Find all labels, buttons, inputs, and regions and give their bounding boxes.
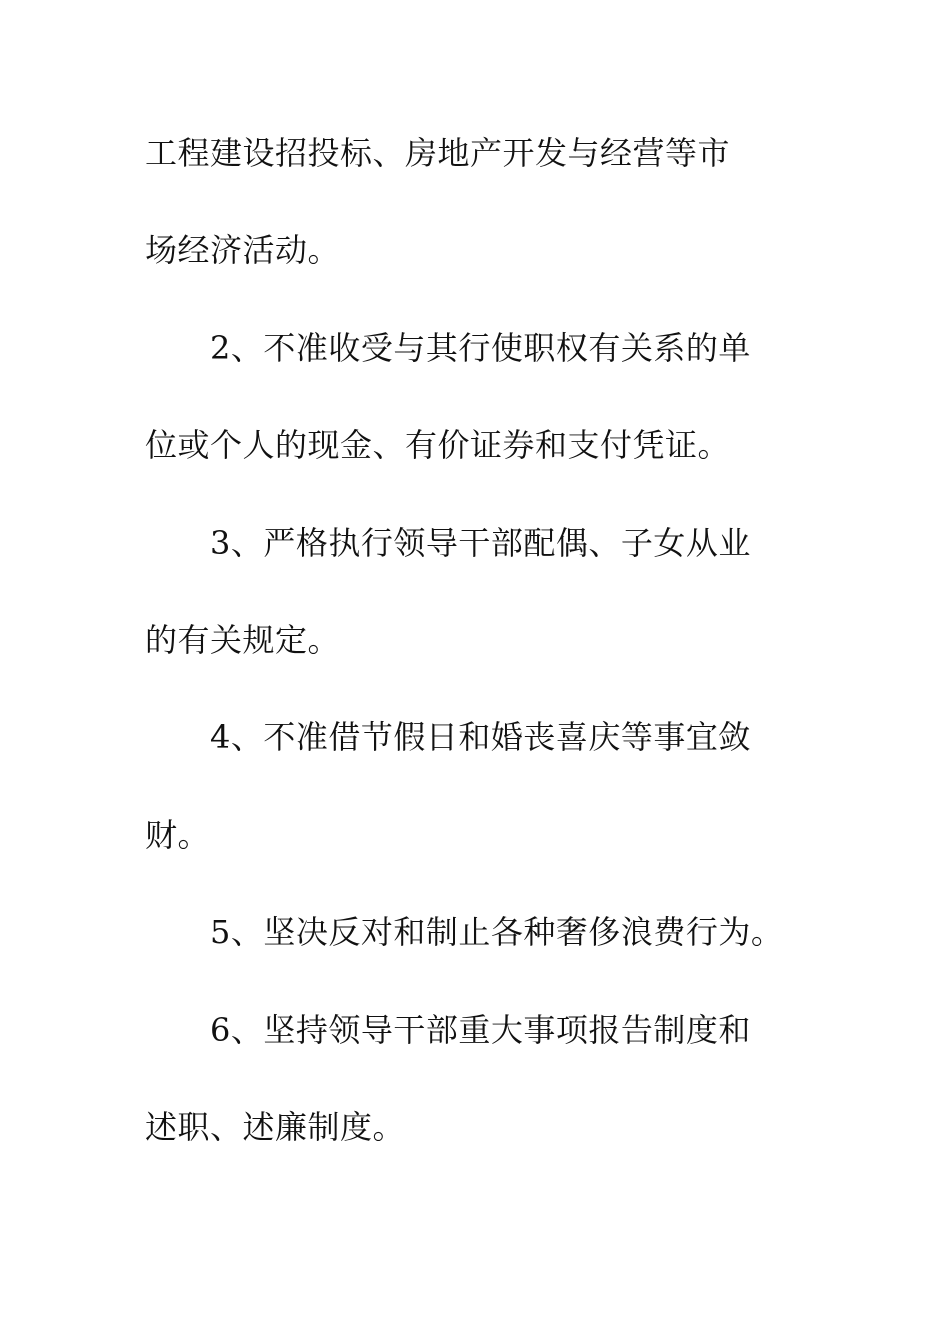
text-line: 述职、述廉制度。	[145, 1108, 406, 1146]
text-line: 位或个人的现金、有价证券和支付凭证。	[145, 426, 731, 464]
list-item-6: 6、坚持领导干部重大事项报告制度和	[210, 1011, 751, 1049]
text-line: 的有关规定。	[145, 621, 341, 659]
text-line: 财。	[145, 816, 211, 854]
text-line: 工程建设招投标、房地产开发与经营等市	[145, 134, 731, 172]
list-item-3: 3、严格执行领导干部配偶、子女从业	[210, 524, 751, 562]
list-item-4: 4、不准借节假日和婚丧喜庆等事宜敛	[210, 718, 751, 756]
text-line: 场经济活动。	[145, 231, 341, 269]
list-item-2: 2、不准收受与其行使职权有关系的单	[210, 329, 751, 367]
list-item-5: 5、坚决反对和制止各种奢侈浪费行为。	[210, 913, 784, 951]
